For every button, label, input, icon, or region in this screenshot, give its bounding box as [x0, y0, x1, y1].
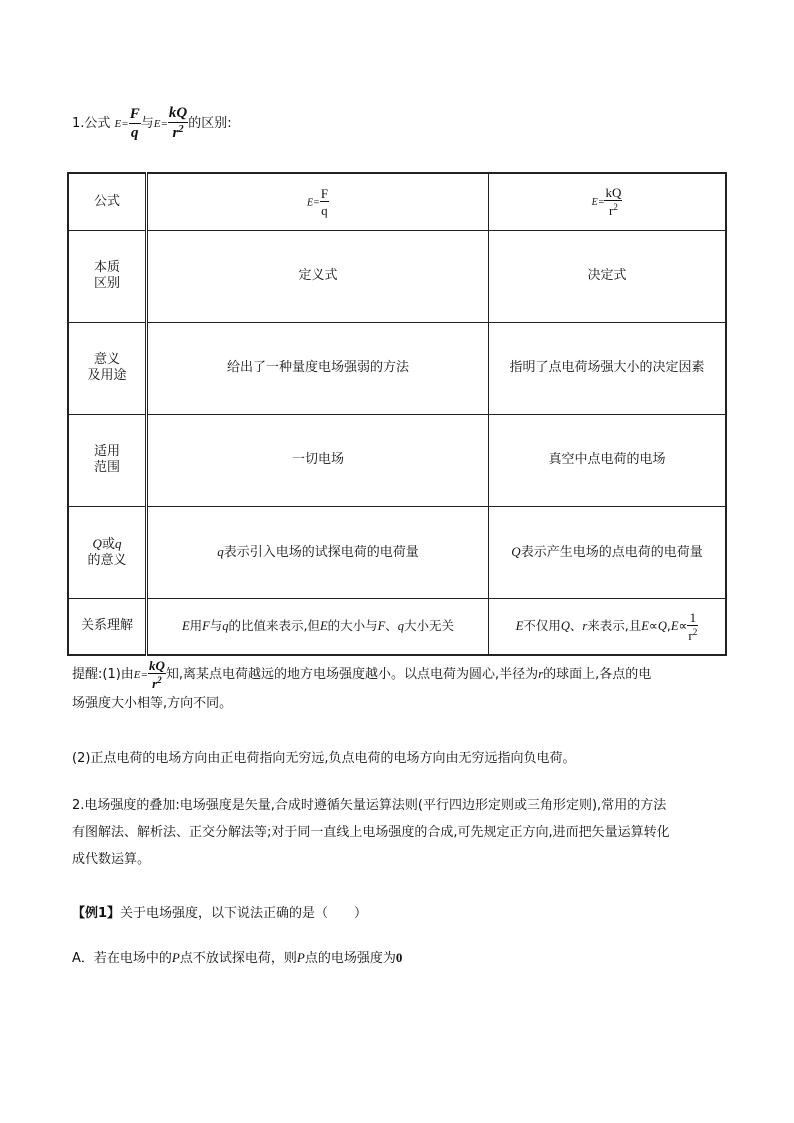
table-cell: E不仅用Q、r来表示,且E∝Q,E∝ $\frac{1}{r^2}$	[489, 598, 727, 655]
formula-e-label: E=	[114, 118, 129, 130]
heading-suffix: 的区别:	[188, 116, 232, 131]
option-a: A．若在电场中的P点不放试探电荷，则P点的电场强度为0	[72, 950, 403, 966]
table-cell: 定义式	[147, 230, 489, 322]
table-cell: Q表示产生电场的点电荷的电荷量	[489, 506, 727, 598]
heading-conjunction: 与	[140, 116, 154, 131]
heading-prefix: 1.公式	[72, 116, 111, 131]
table-cell: 指明了点电荷场强大小的决定因素	[489, 322, 727, 414]
table-cell: E用F与q的比值来表示,但E的大小与F、q大小无关	[147, 598, 489, 655]
table-cell: 决定式	[489, 230, 727, 322]
table-row	[68, 506, 726, 598]
formula-e-label: E=	[153, 118, 168, 130]
row-label: Q或q 的意义	[68, 506, 147, 598]
table-row	[68, 230, 726, 322]
table-row	[68, 173, 726, 230]
fraction-f-over-q: $\frac{F}{q}$	[320, 185, 329, 218]
formula-cell: E= $\frac{kQ}{r^2}$	[489, 173, 727, 230]
formula-cell: E= $\frac{F}{q}$	[147, 173, 489, 230]
table-row	[68, 322, 726, 414]
table-row	[68, 598, 726, 655]
fraction-kq-over-r2: $\frac{kQ}{r^2}$	[605, 185, 622, 219]
row-label: 适用 范围	[68, 414, 147, 506]
table-cell: 给出了一种量度电场强弱的方法	[147, 322, 489, 414]
table-cell: q表示引入电场的试探电荷的电荷量	[147, 506, 489, 598]
superposition-paragraph: 2.电场强度的叠加:电场强度是矢量,合成时遵循矢量运算法则(平行四边形定则或三角形定则),常用的方法 有图解法、解析法、正交分解法等;对于同一直线上电场强度的合成,可先规定正方向,进而把矢量运算转化 成代数运算。	[72, 798, 670, 867]
fraction-1-over-r2: $\frac{1}{r^2}$	[688, 609, 698, 643]
row-label: 关系理解	[68, 598, 147, 655]
table-row	[68, 414, 726, 506]
table-cell: 真空中点电荷的电场	[489, 414, 727, 506]
row-label: 意义 及用途	[68, 322, 147, 414]
section-heading	[72, 106, 232, 141]
fraction-kq-over-r2: $\frac{kQ}{r^2}$	[168, 105, 188, 141]
row-label: 公式	[68, 173, 147, 230]
fraction-f-over-q: $\frac{F}{q}$	[129, 105, 140, 141]
comparison-table	[67, 172, 727, 656]
table-cell: 一切电场	[147, 414, 489, 506]
fraction-kq-over-r2: $\frac{kQ}{r^2}$	[148, 658, 165, 691]
tip-paragraph: 提醒:(1)由E= $\frac{kQ}{r^2}$ 知,离某点电荷越远的地方电场强度越小。以点电荷为圆心,半径为r的球面上,各点的电 场强度大小相等,方向不同。	[72, 658, 652, 711]
example-question: 【例1】关于电场强度，以下说法正确的是（ ）	[72, 906, 368, 921]
tip-paragraph-2: (2)正点电荷的电场方向由正电荷指向无穷远,负点电荷的电场方向由无穷远指向负电荷。	[72, 751, 576, 766]
row-label: 本质 区别	[68, 230, 147, 322]
